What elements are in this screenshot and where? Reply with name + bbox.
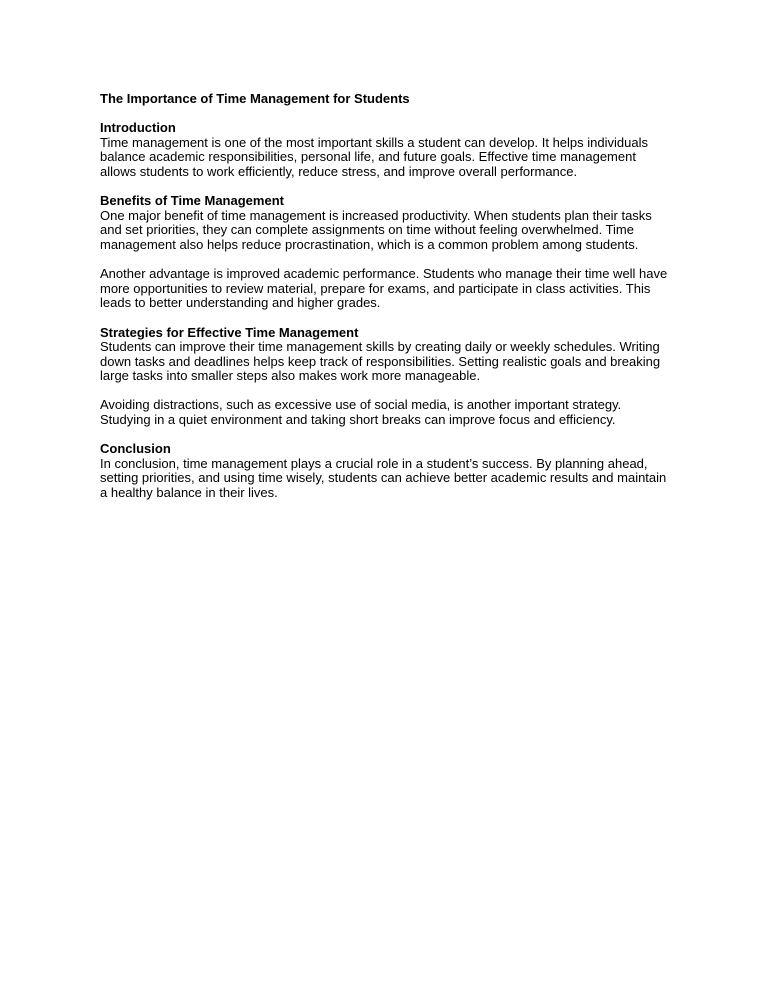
paragraph: One major benefit of time management is increased productivity. When students plan their tasks and set priorities, they can complete assignments on time without feeling overwhelmed. Time management also helps reduce procrastination, which is a common problem among students.	[100, 207, 652, 252]
section-benefits	[100, 194, 670, 311]
paragraph: Time management is one of the most important skills a student can develop. It helps individuals balance academic responsibilities, personal life, and future goals. Effective time management allows students to work efficiently, reduce stress, and improve overall performance.	[100, 134, 648, 179]
document-title: The Importance of Time Management for Students	[100, 91, 410, 106]
section-heading-benefits: Benefits of Time Management	[100, 193, 284, 209]
paragraph: Another advantage is improved academic performance. Students who manage their time well have more opportunities to review material, prepare for exams, and participate in class activities. This leads to better understanding and higher grades.	[100, 266, 668, 311]
section-conclusion	[100, 442, 670, 500]
section-heading-conclusion: Conclusion	[100, 441, 171, 457]
paragraph: Avoiding distractions, such as excessive use of social media, is another important strategy. Studying in a quiet environment and taking short breaks can improve focus and efficiency.	[100, 397, 622, 428]
section-introduction	[100, 121, 670, 179]
section-strategies	[100, 326, 670, 428]
paragraph: In conclusion, time management plays a crucial role in a student’s success. By planning ahead, setting priorities, and using time wisely, students can achieve better academic results and maintain a healthy balance in their lives.	[100, 455, 667, 501]
paragraph: Students can improve their time management skills by creating daily or weekly schedules. Writing down tasks and deadlines helps keep track of responsibilities. Setting realistic goals and breaking large tasks into smaller steps also makes work more manageable.	[100, 339, 661, 384]
section-heading-strategies: Strategies for Effective Time Management	[100, 324, 359, 340]
document-body	[100, 92, 670, 501]
section-heading-introduction: Introduction	[100, 120, 176, 136]
